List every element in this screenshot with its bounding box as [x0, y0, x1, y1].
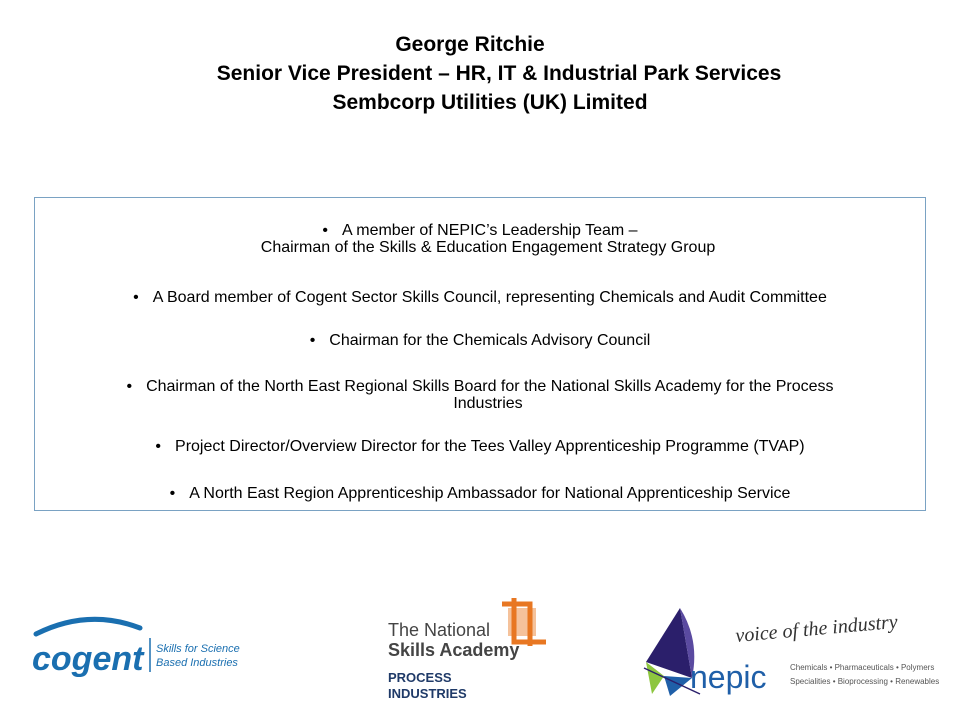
- nsa-line-2: Skills Academy: [388, 640, 520, 660]
- bullet-dot: •: [169, 485, 176, 502]
- cogent-logo: [28, 614, 240, 682]
- person-role: Senior Vice President – HR, IT & Industrial Park Services: [216, 62, 782, 85]
- bullet-dot: •: [322, 222, 329, 239]
- nsa-line-4: INDUSTRIES: [388, 686, 467, 701]
- list-item: • A Board member of Cogent Sector Skills Council, representing Chemicals and Audit Committee: [133, 289, 827, 306]
- list-item: • Project Director/Overview Director for the Tees Valley Apprenticeship Programme (TVAP): [155, 438, 805, 455]
- nsa-line-1: The National: [388, 620, 491, 640]
- list-item: • Chairman for the Chemicals Advisory Council: [309, 332, 651, 349]
- cogent-tagline-1: Skills for Science: [156, 643, 240, 655]
- bullet-dot: •: [309, 332, 316, 349]
- nepic-wordmark: nepic: [690, 659, 767, 695]
- bullet-dot: •: [133, 289, 139, 306]
- bullet-line: Industries: [453, 395, 523, 412]
- nepic-sectors-2: Specialities • Bioprocessing • Renewables: [790, 677, 940, 686]
- cogent-tagline-2: Based Industries: [156, 657, 238, 669]
- cogent-wordmark: cogent: [32, 640, 144, 678]
- bullet-dot: •: [155, 438, 162, 455]
- nepic-slogan: voice of the industry: [734, 610, 899, 647]
- nepic-sectors-1: Chemicals • Pharmaceuticals • Polymers: [790, 663, 935, 672]
- person-name: George Ritchie: [395, 33, 545, 56]
- bullet-line: • A member of NEPIC’s Leadership Team –: [322, 222, 638, 239]
- list-item: • Chairman of the North East Regional Skills Board for the National Skills Academy for the Process Industries: [126, 378, 834, 412]
- list-item: [35, 222, 925, 256]
- list-item: • A North East Region Apprenticeship Ambassador for National Apprenticeship Service: [169, 485, 791, 502]
- roles-panel: [34, 197, 926, 511]
- nsa-line-3: PROCESS: [388, 670, 452, 685]
- bullet-line: Chairman of the Skills & Education Engagement Strategy Group: [260, 239, 716, 256]
- nsa-logo: [386, 594, 556, 704]
- bullet-dot: •: [126, 378, 133, 395]
- nsa-crop-icon: [502, 598, 546, 646]
- slide-header: [0, 30, 960, 117]
- nepic-logo: [640, 606, 940, 702]
- company-name: Sembcorp Utilities (UK) Limited: [332, 91, 648, 114]
- cogent-swoosh-icon: [36, 619, 140, 634]
